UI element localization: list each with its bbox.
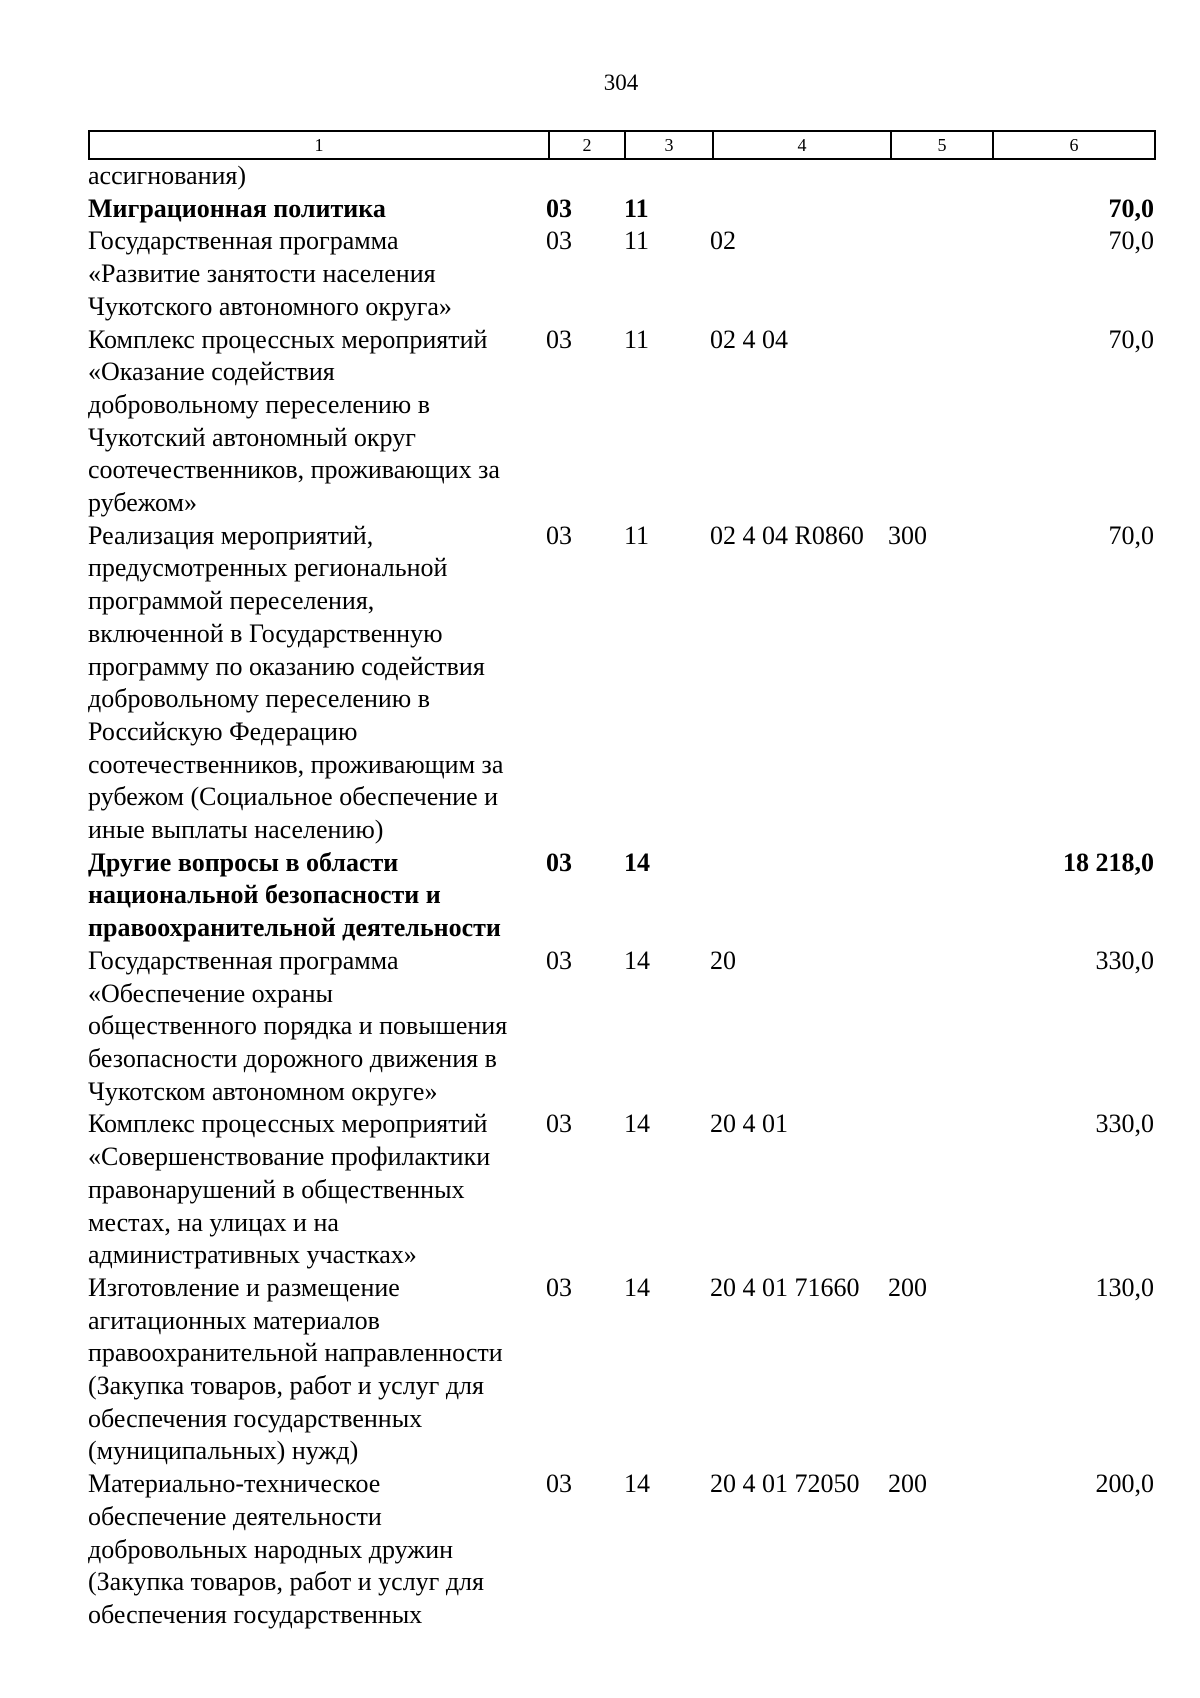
section-code-cell: 03: [546, 1272, 572, 1302]
page-number: 304: [603, 70, 639, 95]
expense-type-cell: 200: [888, 1272, 927, 1302]
column-number-header: [88, 130, 1156, 160]
row-name-cell: Комплекс процессных мероприятий «Оказание содействия добровольному переселению в Чукотский автономный округ соотечественников, проживающих за рубежом»: [88, 324, 500, 518]
subsection-code-cell: 11: [624, 520, 650, 550]
target-article-cell: 20 4 01 71660: [710, 1272, 860, 1302]
target-article-cell: 20 4 01 72050: [710, 1469, 860, 1499]
row-name-cell: Изготовление и размещение агитационных материалов правоохранительной направленности (Закупка товаров, работ и услуг для обеспечения государственных (муниципальных) нужд): [88, 1272, 503, 1466]
target-article-cell: 02 4 04: [710, 324, 788, 354]
subsection-code-cell: 14: [624, 1469, 650, 1499]
row-name-cell: ассигнования): [88, 161, 247, 190]
section-code-cell: 03: [546, 1109, 572, 1139]
subsection-code-cell: 14: [624, 1109, 650, 1139]
row-name-cell: Комплекс процессных мероприятий «Совершенствование профилактики правонарушений в общественных местах, на улицах и на административных участках»: [88, 1109, 491, 1270]
section-code-cell: 03: [546, 847, 572, 877]
subsection-code-cell: 11: [624, 324, 650, 354]
subsection-code-cell: 14: [624, 945, 650, 975]
table-row: [88, 1468, 1154, 1632]
amount-cell: 18 218,0: [1063, 847, 1154, 877]
section-code-cell: 03: [546, 945, 572, 975]
column-header-6: 6: [993, 131, 1155, 159]
budget-table-body: [88, 160, 1154, 1632]
amount-cell: 130,0: [1095, 1272, 1154, 1302]
subsection-code-cell: 14: [624, 1272, 650, 1302]
table-row: [88, 193, 1154, 226]
table-row: [88, 847, 1154, 945]
row-name-cell: Материально-техническое обеспечение деятельности добровольных народных дружин (Закупка товаров, работ и услуг для обеспечения государственных: [88, 1469, 484, 1629]
table-row: [88, 945, 1154, 1109]
amount-cell: 70,0: [1108, 193, 1154, 223]
expense-type-cell: 200: [888, 1469, 927, 1499]
section-code-cell: 03: [546, 324, 572, 354]
row-name-cell: Реализация мероприятий, предусмотренных региональной программой переселения, включенной в Государственную программу по оказанию содействия добровольному переселению в Российскую Федерацию соотечественников, проживающим за рубежом (Социальное обеспечение и иные выплаты населению): [88, 520, 504, 845]
amount-cell: 200,0: [1095, 1469, 1154, 1499]
table-row: [88, 324, 1154, 520]
column-header-2: 2: [549, 131, 625, 159]
amount-cell: 330,0: [1095, 1109, 1154, 1139]
column-header-1: 1: [89, 131, 549, 159]
target-article-cell: 20 4 01: [710, 1109, 788, 1139]
amount-cell: 70,0: [1108, 324, 1154, 354]
target-article-cell: 02 4 04 R0860: [710, 520, 864, 550]
amount-cell: 330,0: [1095, 945, 1154, 975]
subsection-code-cell: 11: [624, 193, 649, 223]
subsection-code-cell: 11: [624, 226, 650, 256]
row-name-cell: Другие вопросы в области национальной безопасности и правоохранительной деятельности: [88, 847, 501, 943]
row-name-cell: Государственная программа «Обеспечение охраны общественного порядка и повышения безопасности дорожного движения в Чукотском автономном округе»: [88, 945, 508, 1106]
subsection-code-cell: 14: [624, 847, 650, 877]
column-header-5: 5: [891, 131, 993, 159]
section-code-cell: 03: [546, 226, 572, 256]
table-row: [88, 1108, 1154, 1272]
table-row: [88, 225, 1154, 323]
column-header-4: 4: [713, 131, 891, 159]
section-code-cell: 03: [546, 193, 572, 223]
target-article-cell: 02: [710, 226, 736, 256]
amount-cell: 70,0: [1108, 520, 1154, 550]
section-code-cell: 03: [546, 520, 572, 550]
row-name-cell: Государственная программа «Развитие занятости населения Чукотского автономного округа»: [88, 226, 452, 321]
amount-cell: 70,0: [1108, 226, 1154, 256]
row-name-cell: Миграционная политика: [88, 193, 386, 223]
table-row: [88, 1272, 1154, 1468]
table-row: [88, 520, 1154, 847]
table-row: [88, 160, 1154, 193]
section-code-cell: 03: [546, 1469, 572, 1499]
target-article-cell: 20: [710, 945, 736, 975]
expense-type-cell: 300: [888, 520, 927, 550]
column-header-3: 3: [625, 131, 713, 159]
